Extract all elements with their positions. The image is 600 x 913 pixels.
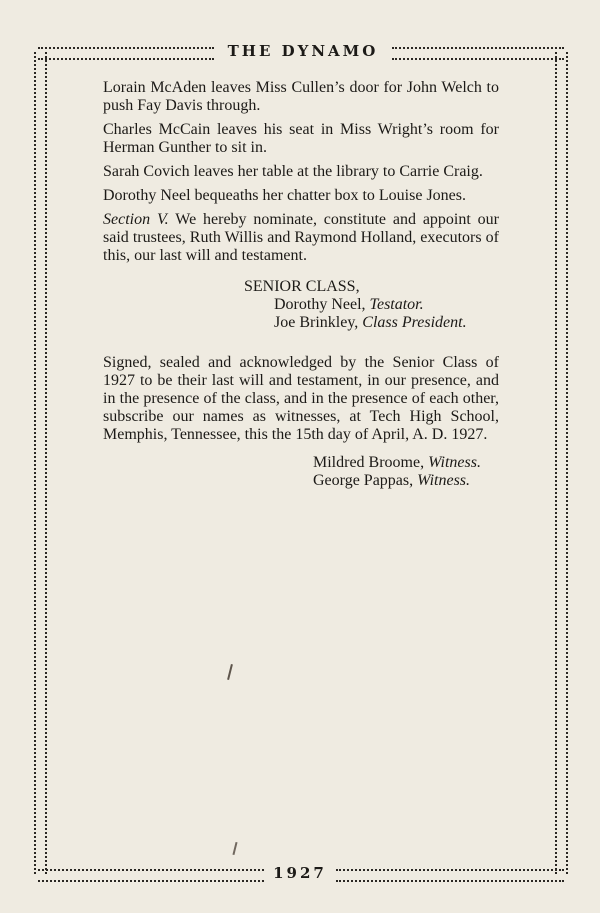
president-name: Joe Brinkley, xyxy=(274,314,359,331)
page-footer-year: 1927 xyxy=(273,864,327,882)
witness-name: George Pappas, xyxy=(313,472,414,489)
section-v-paragraph xyxy=(103,211,499,265)
section-label: Section V. xyxy=(103,211,169,228)
document-body xyxy=(103,79,499,490)
bottom-border-right xyxy=(336,869,564,882)
bequest-paragraph: Charles McCain leaves his seat in Miss Wright’s room for Herman Gunther to sit in. xyxy=(103,121,499,156)
president-title: Class President. xyxy=(362,314,467,331)
testator-name: Dorothy Neel, xyxy=(274,296,366,313)
testator-title: Testator. xyxy=(369,296,424,313)
right-border xyxy=(555,52,568,874)
witness-name: Mildred Broome, xyxy=(313,454,425,471)
bequest-paragraph: Sarah Covich leaves her table at the library to Carrie Craig. xyxy=(103,163,483,180)
signature-testator xyxy=(103,296,499,314)
witness-role: Witness. xyxy=(417,472,471,489)
signature-class: SENIOR CLASS, xyxy=(244,278,360,295)
top-border-right xyxy=(392,47,564,60)
bequest-paragraph: Dorothy Neel bequeaths her chatter box to Louise Jones. xyxy=(103,187,467,204)
left-border xyxy=(34,52,47,874)
bequest-paragraph: Lorain McAden leaves Miss Cullen’s door for John Welch to push Fay Davis through. xyxy=(103,79,499,114)
page-header-title: THE DYNAMO xyxy=(227,42,379,60)
signature-president xyxy=(103,314,499,332)
bottom-border-left xyxy=(38,869,264,882)
section-text: We hereby nominate, constitute and appoint our said trustees, Ruth Willis and Raymond Holland, executors of this, our last will and testament. xyxy=(103,211,500,264)
witness-signature xyxy=(103,454,499,472)
top-border-left xyxy=(38,47,214,60)
witness-role: Witness. xyxy=(428,454,481,471)
attestation-paragraph: Signed, sealed and acknowledged by the Senior Class of 1927 to be their last will and testament, in our presence, and in the presence of the class, and in the presence of each other, subscribe our names as witnesses, at Tech High School, Memphis, Tennessee, this the 15th day of April, A. D. 1927. xyxy=(103,354,499,443)
witness-signature xyxy=(103,472,499,490)
